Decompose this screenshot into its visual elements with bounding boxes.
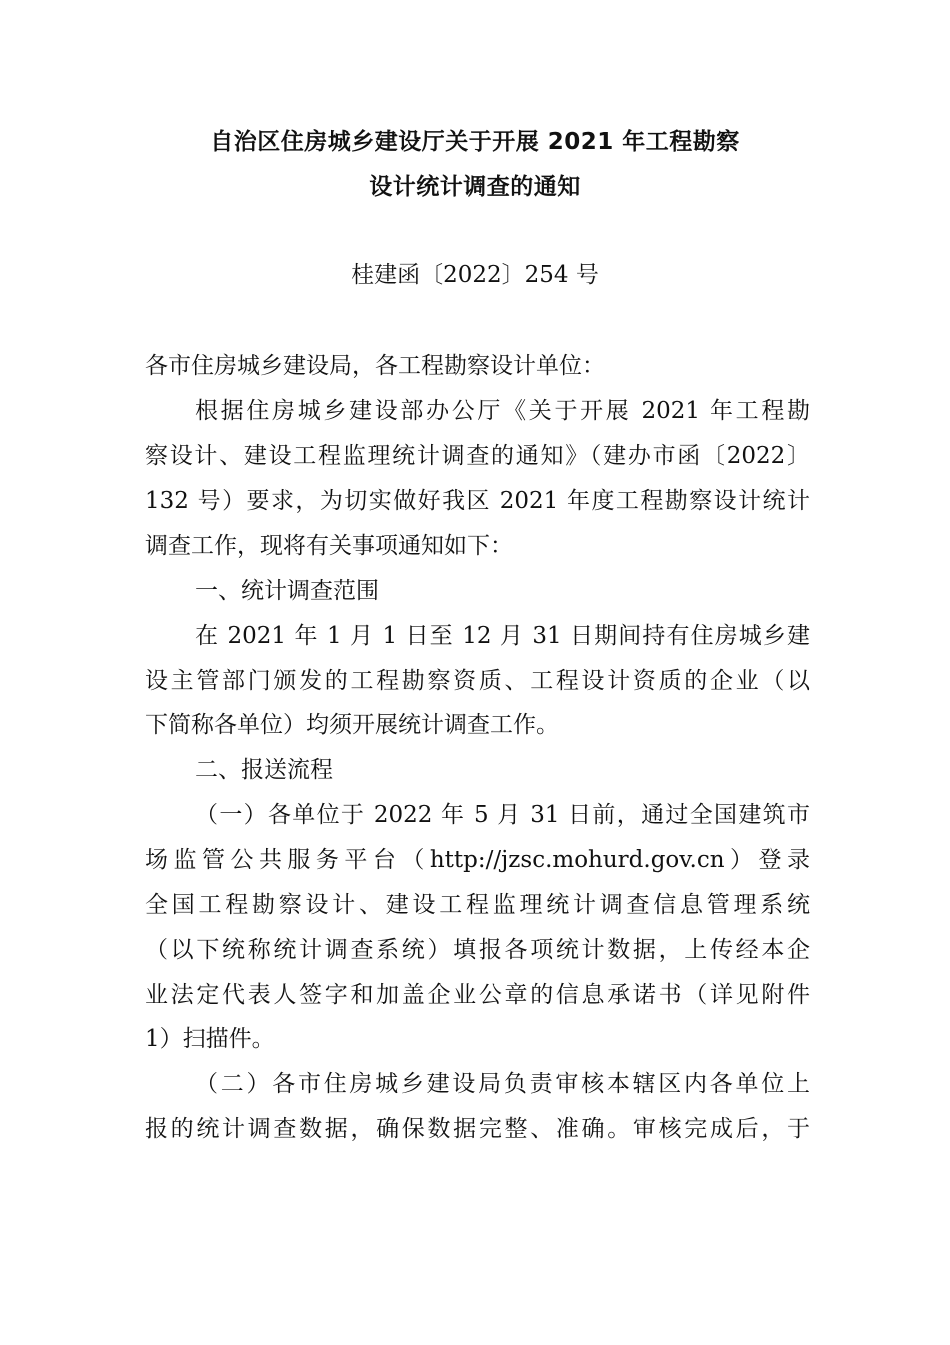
section-heading: 一、统计调查范围 [195,578,379,604]
body-line: （一）各单位于 2022 年 5 月 31 日前，通过全国建筑市 [195,802,810,828]
body-line: 132 号）要求，为切实做好我区 2021 年度工程勘察设计统计 [145,488,810,514]
body-line: 场监管公共服务平台（http://jzsc.mohurd.gov.cn）登录 [145,847,810,873]
body-line: （二）各市住房城乡建设局负责审核本辖区内各单位上 [195,1071,810,1097]
body-line: 察设计、建设工程监理统计调查的通知》（建办市函〔2022〕 [145,443,810,469]
body-line: 报的统计调查数据，确保数据完整、准确。审核完成后，于 [145,1116,810,1142]
body-line: 在 2021 年 1 月 1 日至 12 月 31 日期间持有住房城乡建 [195,623,810,649]
body-line: 调查工作，现将有关事项通知如下： [145,533,513,559]
body-line: 下简称各单位）均须开展统计调查工作。 [145,712,559,738]
body-line: 业法定代表人签字和加盖企业公章的信息承诺书（详见附件 [145,982,810,1008]
document-title-line-2: 设计统计调查的通知 [369,174,581,200]
document-number: 桂建函〔2022〕254 号 [351,262,599,288]
body-line: 根据住房城乡建设部办公厅《关于开展 2021 年工程勘 [195,398,810,424]
section-heading: 二、报送流程 [195,757,333,783]
document-title-line-1: 自治区住房城乡建设厅关于开展 2021 年工程勘察 [210,129,740,155]
body-line: 1）扫描件。 [145,1026,275,1052]
body-line: 全国工程勘察设计、建设工程监理统计调查信息管理系统 [145,892,810,918]
addressee: 各市住房城乡建设局，各工程勘察设计单位： [145,353,605,379]
body-line: （以下统称统计调查系统）填报各项统计数据，上传经本企 [145,937,810,963]
body-line: 设主管部门颁发的工程勘察资质、工程设计资质的企业（以 [145,668,810,694]
